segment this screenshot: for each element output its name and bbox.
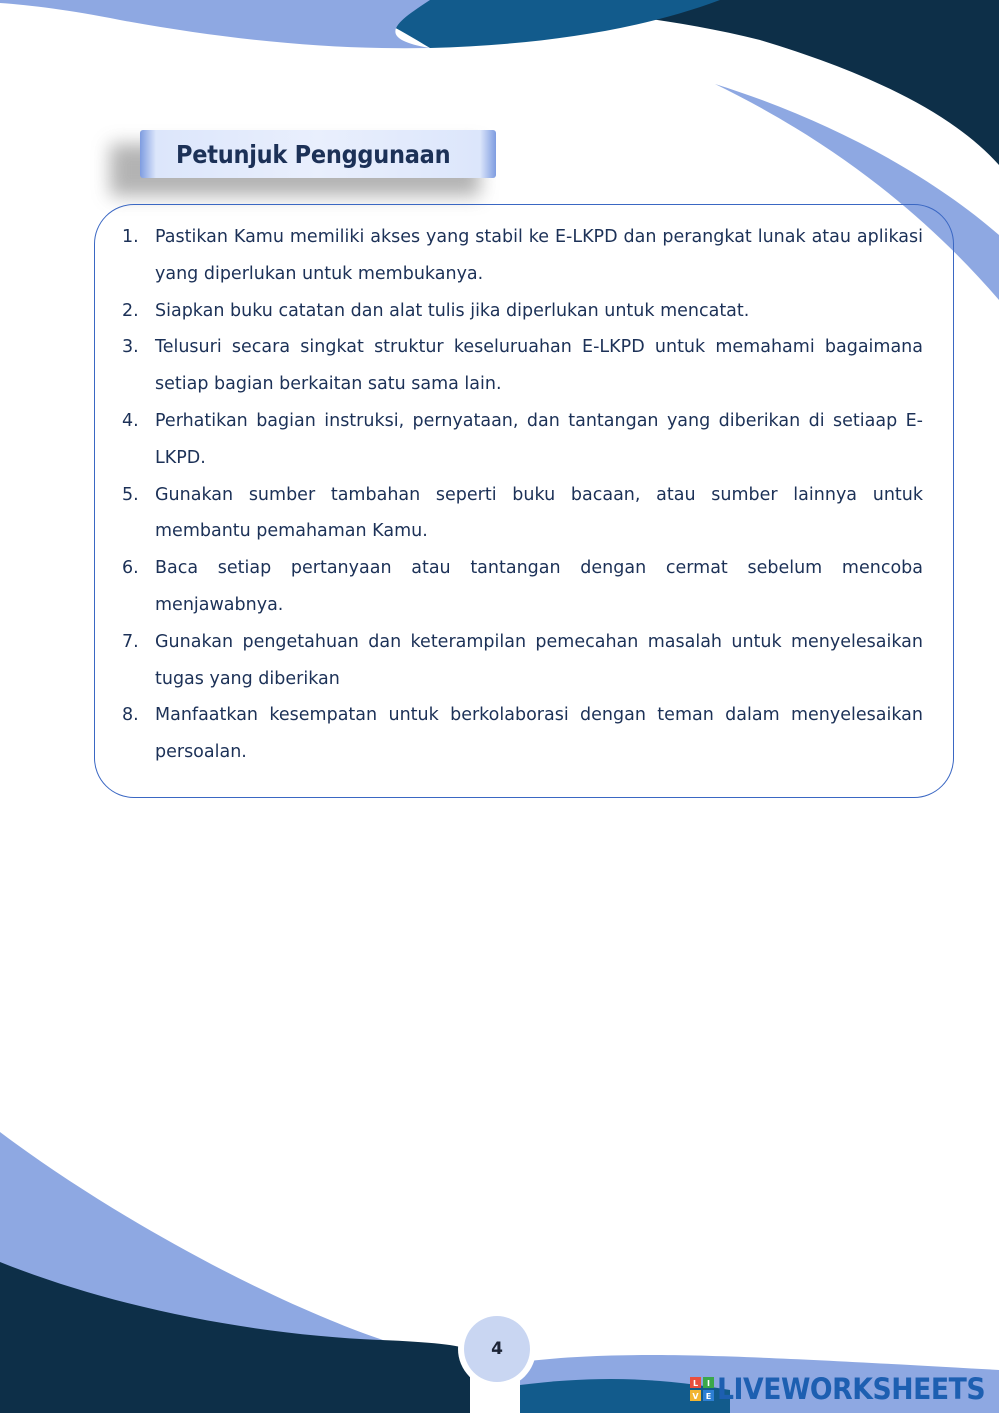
svg-text:V: V (692, 1392, 699, 1401)
instruction-text: Pastikan Kamu memiliki akses yang stabil ke E-LKPD dan perangkat lunak atau aplikasi yang diperlukan untuk membukanya. (155, 227, 923, 284)
instruction-text: Gunakan pengetahuan dan keterampilan pemecahan masalah untuk menyelesaikan tugas yang diberikan (155, 631, 923, 689)
instruction-text: Baca setiap pertanyaan atau tantangan dengan cermat sebelum mencoba menjawabnya. (155, 558, 923, 615)
instruction-item (122, 550, 923, 624)
instruction-item (122, 329, 923, 403)
top-light-wave (0, 0, 430, 48)
instruction-item (122, 624, 923, 698)
instruction-item (122, 219, 923, 293)
title-box (140, 130, 496, 178)
instruction-item (122, 293, 923, 330)
instruction-number: 1. (122, 227, 139, 247)
instruction-item (122, 477, 923, 551)
instruction-number: 3. (122, 337, 139, 358)
instruction-text: Manfaatkan kesempatan untuk berkolaborasi dengan teman dalam menyelesaikan persoalan. (155, 705, 923, 763)
page-title: Petunjuk Penggunaan (176, 139, 451, 169)
instruction-item (122, 697, 923, 771)
instruction-number: 6. (122, 558, 139, 579)
instruction-number: 2. (122, 300, 139, 321)
instruction-text: Gunakan sumber tambahan seperti buku bacaan, atau sumber lainnya untuk membantu pemahaman Kamu. (155, 484, 923, 542)
svg-text:E: E (705, 1392, 712, 1401)
instruction-list (122, 219, 923, 771)
instruction-number: 4. (122, 410, 139, 431)
instruction-number: 7. (122, 631, 139, 652)
instruction-text: Telusuri secara singkat struktur keseluruahan E-LKPD untuk memahami bagaimana setiap bagian berkaitan satu sama lain. (155, 337, 923, 395)
instruction-number: 5. (122, 484, 139, 505)
title-banner (140, 130, 496, 178)
instruction-item (122, 403, 923, 477)
instruction-number: 8. (122, 705, 139, 726)
brand-name: LIVEWORKSHEETS (717, 1372, 986, 1406)
instruction-text: Siapkan buku catatan dan alat tulis jika diperlukan untuk mencatat. (155, 300, 750, 321)
liveworksheets-logo-icon (690, 1377, 714, 1401)
brand-footer (690, 1371, 999, 1407)
svg-text:I: I (707, 1379, 710, 1388)
instruction-text: Perhatikan bagian instruksi, pernyataan, dan tantangan yang diberikan di setiaap E-LKPD. (155, 410, 923, 468)
page-number: 4 (491, 1339, 503, 1359)
svg-text:L: L (692, 1379, 699, 1388)
